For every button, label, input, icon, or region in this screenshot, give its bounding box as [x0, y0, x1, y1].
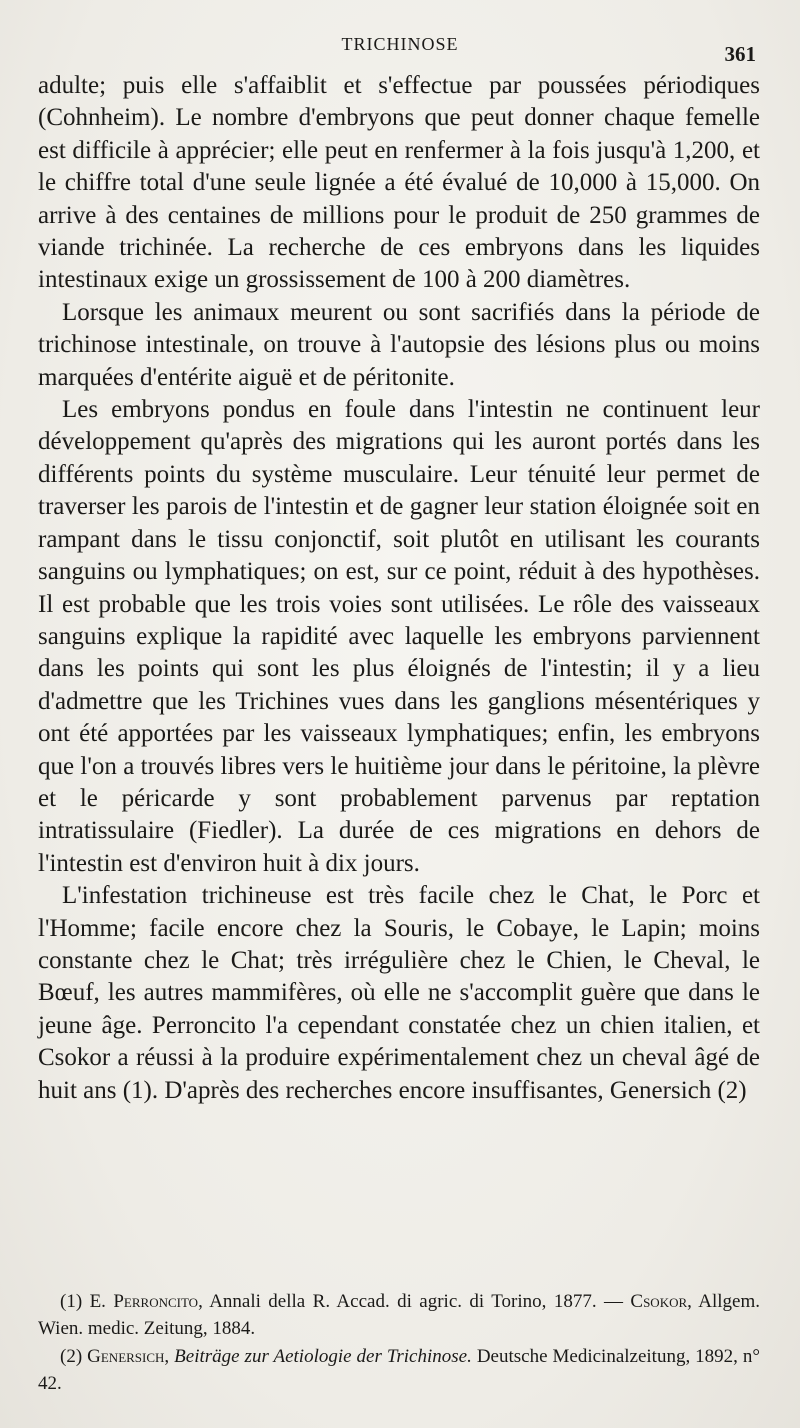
footnote-2-citation: Deutsche Medicinalzeitung, 1892, n° 42. [38, 1346, 761, 1394]
footnote-1-marker: (1) E. [60, 1291, 106, 1312]
footnote-1 [38, 1288, 760, 1342]
running-header [0, 34, 800, 66]
paragraph-4: L'infestation trichineuse est très facile chez le Chat, le Porc et l'Homme; facile encore chez la Souris, le Cobaye, le Lapin; moins constante chez le Chat; très irrégulière chez le Chien, le Cheval, le Bœuf, les autres mammifères, où elle ne s'accomplit guère que dans le jeune âge. Perroncito l'a cependant constatée chez un chien italien, et Csokor a réussi à la produire expérimentalement chez un cheval âgé de huit ans (1). D'après des recherches encore insuffisantes, Genersich (2) [38, 882, 760, 1104]
footnotes [38, 1288, 760, 1398]
footnote-1-author-2: Csokor [630, 1291, 688, 1312]
footnote-2-marker: (2) [60, 1346, 83, 1367]
paragraph-2: Lorsque les animaux meurent ou sont sacrifiés dans la période de trichinose intestinale, on trouve à l'autopsie des lésions plus ou moins marquées d'entérite aiguë et de péritonite. [38, 298, 760, 391]
paragraph-3: Les embryons pondus en foule dans l'intestin ne continuent leur développement qu'après des migrations qui les auront portés dans les différents points du système musculaire. Leur ténuité leur permet de traverser les parois de l'intestin et de gagner leur station éloignée soit en rampant dans le tissu conjonctif, soit plutôt en utilisant les courants sanguins ou lymphatiques; on est, sur ce point, réduit à des hypothèses. Il est probable que les trois voies sont utilisées. Le rôle des vaisseaux sanguins explique la rapidité avec laquelle les embryons parviennent dans les points qui sont les plus éloignés de l'intestin; il y a lieu d'admettre que les Trichines vues dans les ganglions mésentériques y ont été apportées par les vaisseaux lymphatiques; enfin, les embryons que l'on a trouvés libres vers le huitième jour dans le péritoine, la plèvre et le péricarde y sont probablement parvenus par reptation intratissulaire (Fiedler). La durée de ces migrations en dehors de l'intestin est d'environ huit à dix jours. [38, 396, 760, 877]
footnote-1-citation-2: , Allgem. Wien. medic. Zeitung, 1884. [38, 1291, 761, 1339]
running-title: TRICHINOSE [341, 34, 459, 54]
footnote-2-separator: , [164, 1346, 175, 1367]
footnote-1-citation-1: , Annali della R. Accad. di agric. di Torino, 1877. — [198, 1291, 623, 1312]
paragraph-1: adulte; puis elle s'affaiblit et s'effectue par poussées périodiques (Cohnheim). Le nombre d'embryons que peut donner chaque femelle est difficile à apprécier; elle peut en renfermer à la fois jusqu'à 1,200, et le chiffre total d'une seule lignée a été évalué de 10,000 à 15,000. On arrive à des centaines de millions pour le produit de 250 grammes de viande trichinée. La recherche de ces embryons dans les liquides intestinaux exige un grossissement de 100 à 200 diamètres. [38, 72, 760, 294]
footnote-2-title: Beiträge zur Aetiologie der Trichinose. [174, 1346, 472, 1367]
footnote-2-author: Genersich [87, 1346, 165, 1367]
main-text [38, 70, 760, 1107]
page-number: 361 [724, 42, 756, 66]
footnote-1-author-1: Perroncito [113, 1291, 199, 1312]
footnote-2 [38, 1343, 760, 1397]
